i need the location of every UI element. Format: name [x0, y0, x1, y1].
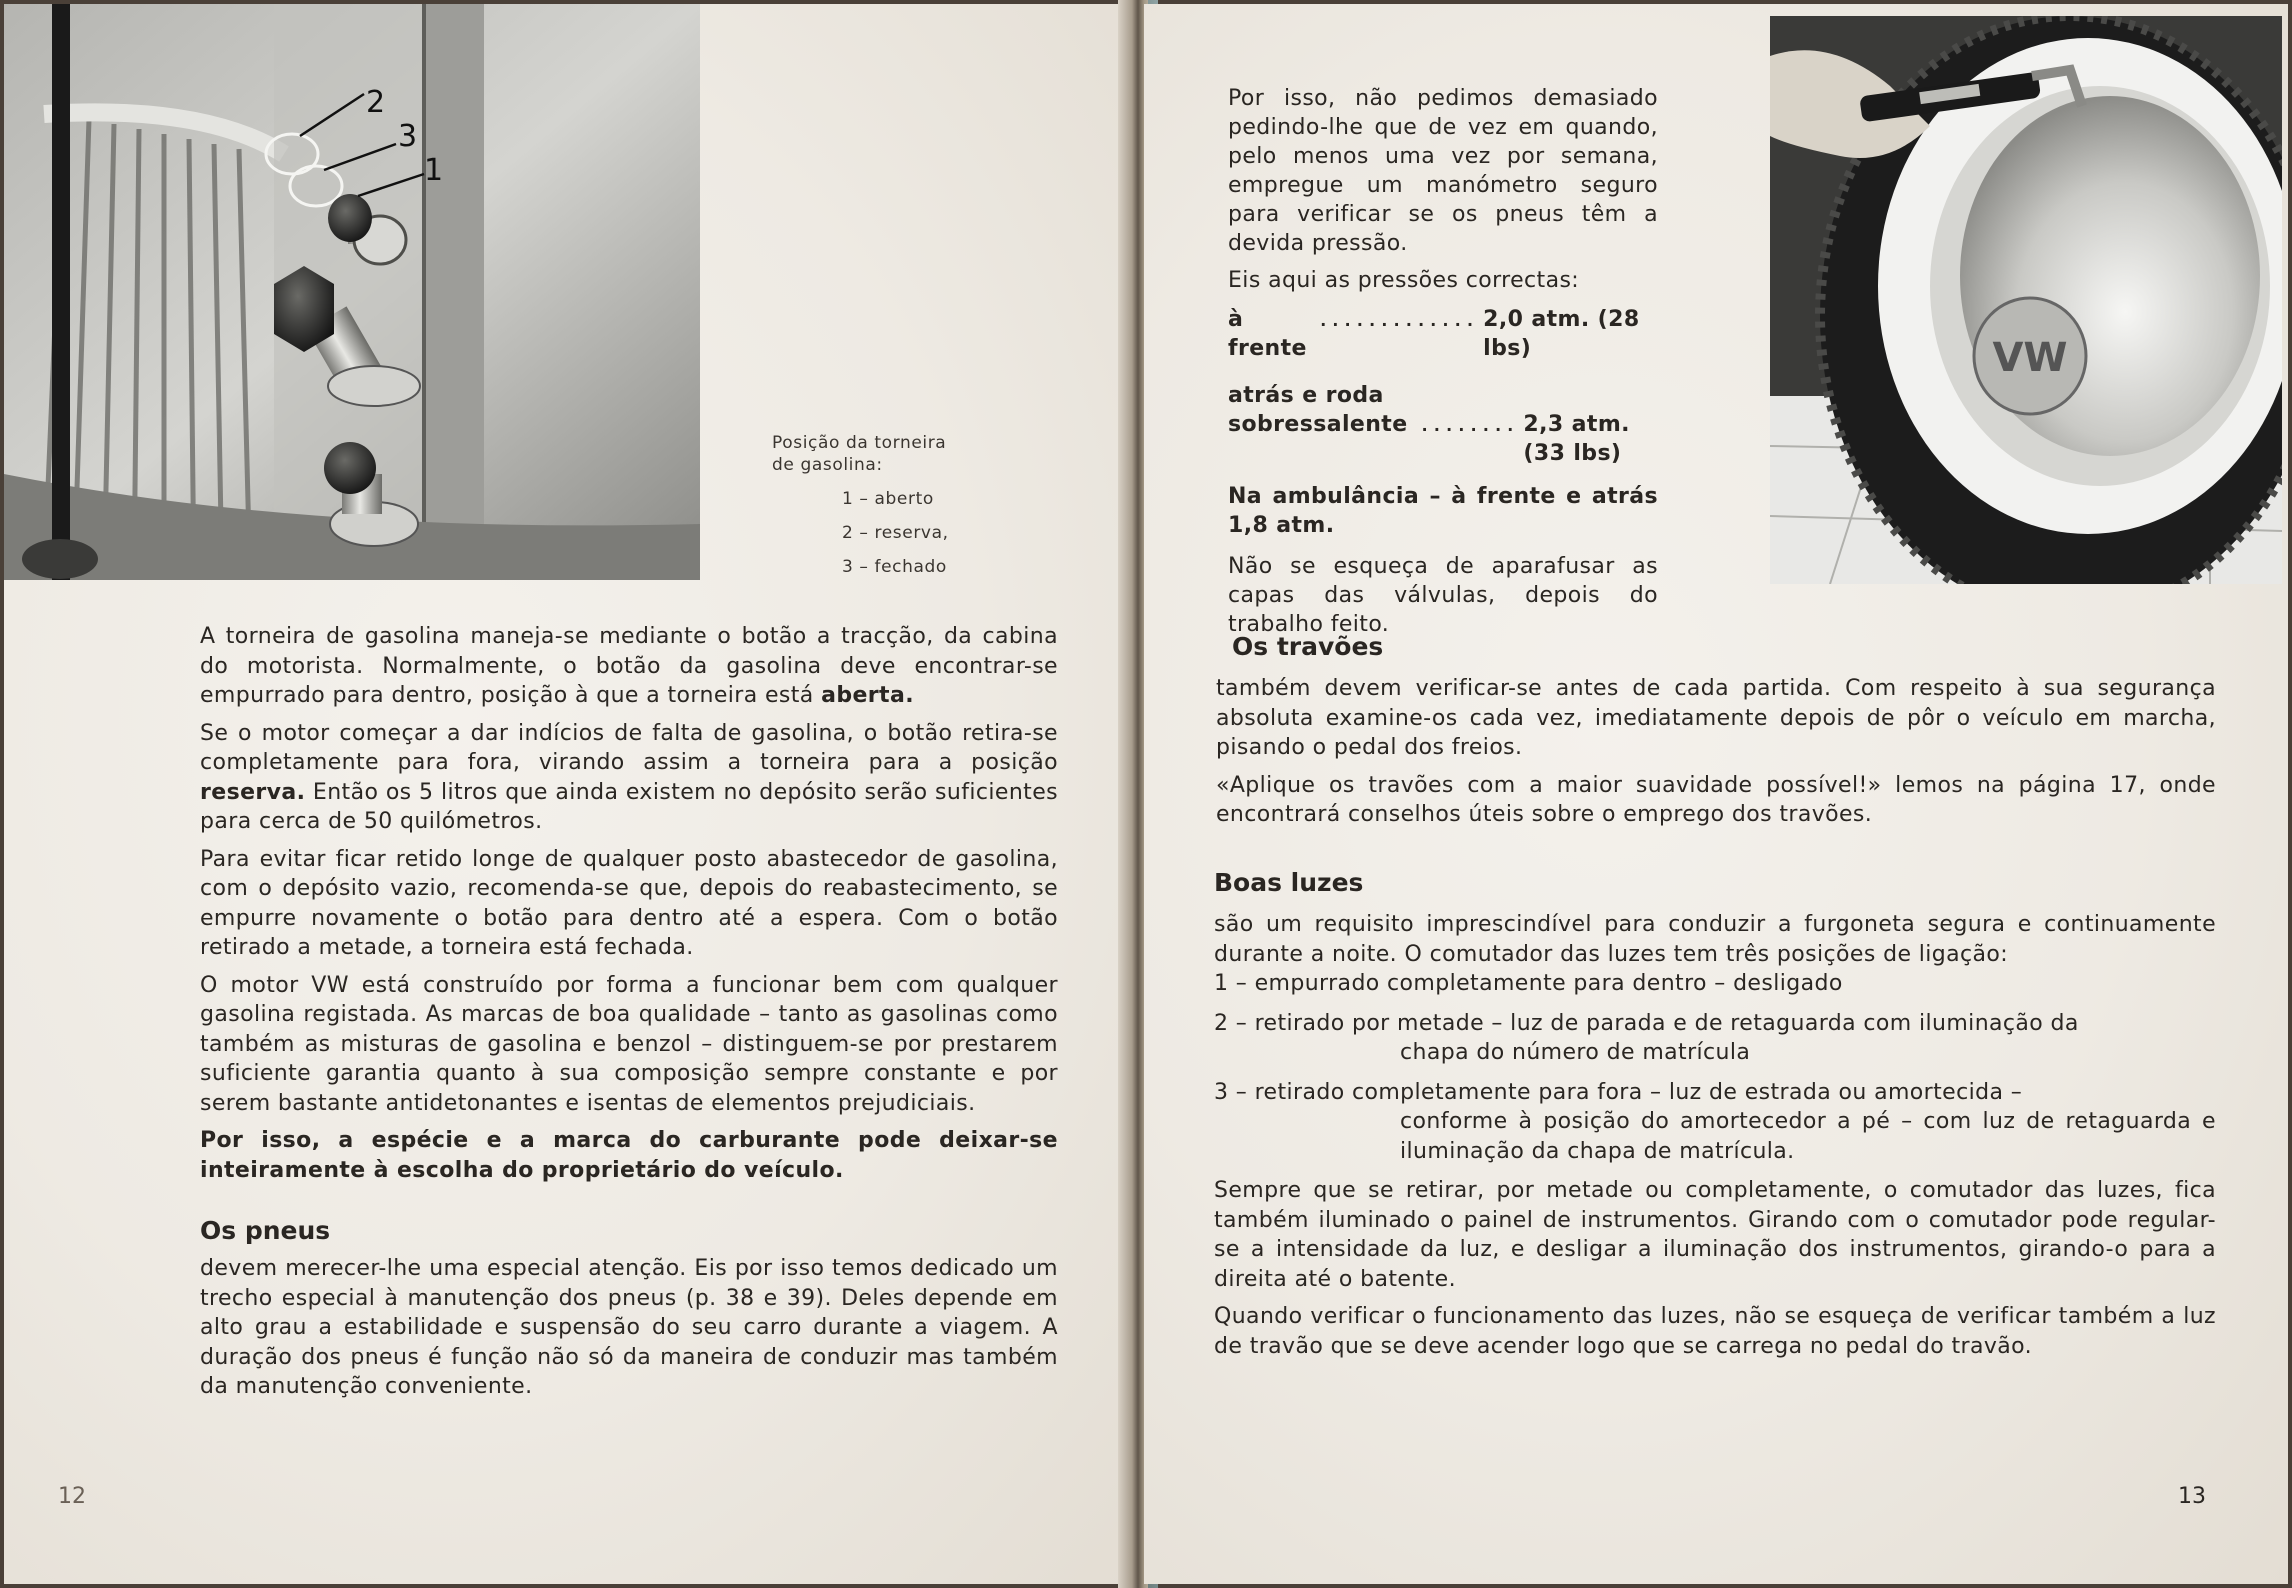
tire-illustration [1770, 16, 2282, 584]
paragraph-reserve-text: Se o motor começar a dar indícios de falta de gasolina, o botão retira-se completamente para fora, virando assim a torneira para a posição [200, 720, 1058, 775]
hubcap-logo: VW [1992, 335, 2068, 381]
light-position-1: 1 – empurrado completamente para dentro – desligado [1214, 971, 1843, 996]
paragraph-brakes-quote: «Aplique os travões com a maior suavidade possível!» lemos na página 17, onde encontrará conselhos úteis sobre o emprego dos travões. [1216, 772, 2216, 827]
photo-caption [772, 432, 949, 584]
heading-lights: Boas luzes [1214, 868, 1364, 897]
caption-position-1: 1 – aberto [842, 489, 934, 509]
callout-2: 2 [366, 85, 386, 120]
right-page [1144, 4, 2288, 1584]
pressure-rear-label-1: atrás e roda [1228, 383, 1384, 408]
paragraph-engine: O motor VW está construído por forma a funcionar bem com qualquer gasolina registada. As marcas de boa qualidade – tanto as gasolinas como também as misturas de gasolina e benzol – distinguem-se por prestarem suficiente garantia quanto à sua composição sempre constante e por serem bastante antidetonantes e isentas de elementos prejudiciais. [200, 972, 1058, 1116]
paragraph-manometer: Por isso, não pedimos demasiado pedindo-lhe que de vez em quando, pelo menos uma vez por semana, empregue um manómetro seguro para verificar se os pneus têm a devida pressão. [1228, 86, 1658, 256]
light-position-3-cont: conforme à posição do amortecedor a pé – com luz de retaguarda e iluminação da chapa de matrícula. [1400, 1109, 2216, 1164]
fuel-tap-illustration [4, 4, 700, 580]
pressure-front-value: 2,0 atm. (28 lbs) [1483, 307, 1640, 361]
pressure-front-label: à frente [1228, 307, 1307, 361]
brakes-text-block [1216, 674, 2216, 838]
caption-position-2: 2 – reserva, [842, 523, 949, 543]
pressure-ambulance: Na ambulância – à frente e atrás 1,8 atm. [1228, 484, 1658, 538]
paragraph-fuel-choice: Por isso, a espécie e a marca do carburante pode deixar-se inteiramente à escolha do proprietário do veículo. [200, 1128, 1058, 1183]
caption-title-2: de gasolina: [772, 455, 883, 475]
paragraph-reserve [200, 719, 1058, 837]
light-position-2-cont: chapa do número de matrícula [1400, 1040, 1751, 1065]
page-number-right: 13 [2178, 1484, 2206, 1509]
tire-pressure-photo [1770, 16, 2282, 584]
left-page [4, 4, 1130, 1584]
paragraph-lights: são um requisito imprescindível para conduzir a furgoneta segura e continuamente durante a noite. O comutador das luzes tem três posições de ligação: [1214, 912, 2216, 967]
bold-aberta: aberta. [821, 683, 914, 708]
pressure-front [1228, 305, 1658, 363]
paragraph-valve-caps: Não se esqueça de aparafusar as capas das válvulas, depois do trabalho feito. [1228, 554, 1658, 637]
pressure-rear-dots: ........ [1419, 416, 1518, 436]
page-number-left: 12 [58, 1484, 86, 1509]
heading-brakes: Os travões [1232, 632, 1384, 661]
pressures-intro: Eis aqui as pressões correctas: [1228, 268, 1580, 293]
paragraph-reserve-text-2: Então os 5 litros que ainda existem no depósito serão suficientes para cerca de 50 quilómetros. [200, 779, 1058, 834]
callout-1: 1 [424, 153, 444, 188]
caption-position-3: 3 – fechado [842, 557, 947, 577]
paragraph-brake-light: Quando verificar o funcionamento das luzes, não se esqueça de verificar também a luz de travão que se deve acender logo que se carrega no pedal do travão. [1214, 1304, 2216, 1359]
caption-title-1: Posição da torneira [772, 433, 947, 453]
pressure-rear-label-2: sobressalente [1228, 412, 1408, 437]
paragraph-instrument-panel: Sempre que se retirar, por metade ou completamente, o comutador das luzes, fica também iluminado o painel de instrumentos. Girando com o comutador pode regular-se a intensidade da luz, e desligar a iluminação dos instrumentos, girando-o para a direita até o batente. [1214, 1178, 2216, 1292]
heading-tires: Os pneus [200, 1216, 331, 1245]
paragraph-refuel: Para evitar ficar retido longe de qualquer posto abastecedor de gasolina, com o depósito vazio, recomenda-se que, depois do reabastecimento, se empurre novamente o botão para dentro até a espera. Com o botão retirado a metade, a torneira está fechada. [200, 846, 1058, 960]
fuel-tap-photo [4, 4, 700, 580]
paragraph-fuel-tap [200, 622, 1058, 711]
light-position-2: 2 – retirado por metade – luz de parada e de retaguarda com iluminação da [1214, 1010, 2079, 1036]
paragraph-brakes: também devem verificar-se antes de cada partida. Com respeito à sua segurança absoluta examine-os cada vez, imediatamente depois de pôr o veículo em marcha, pisando o pedal dos freios. [1216, 676, 2216, 760]
paragraph-tires: devem merecer-lhe uma especial atenção. Eis por isso temos dedicado um trecho especial à manutenção dos pneus (p. 38 e 39). Deles depende em alto grau a estabilidade e suspensão do seu carro durante a viagem. A duração dos pneus é função não só da maneira de conduzir mas também da manutenção conveniente. [200, 1256, 1058, 1399]
left-body-text [200, 622, 1058, 1193]
light-position-3: 3 – retirado completamente para fora – luz de estrada ou amortecida – [1214, 1079, 2023, 1105]
lights-text-block [1214, 910, 2216, 1369]
paragraph-fuel-tap-text: A torneira de gasolina maneja-se mediante o botão a tracção, da cabina do motorista. Normalmente, o botão da gasolina deve encontrar-se empurrado para dentro, posição à que a torneira está [200, 624, 1058, 708]
callout-3: 3 [398, 119, 418, 154]
pressure-rear [1228, 381, 1658, 468]
right-top-text [1228, 84, 1658, 647]
bold-reserva: reserva. [200, 779, 306, 805]
pressure-rear-value: 2,3 atm. (33 lbs) [1523, 412, 1630, 466]
tires-text-block [200, 1254, 1058, 1410]
pressure-front-dots: ............. [1318, 311, 1478, 331]
